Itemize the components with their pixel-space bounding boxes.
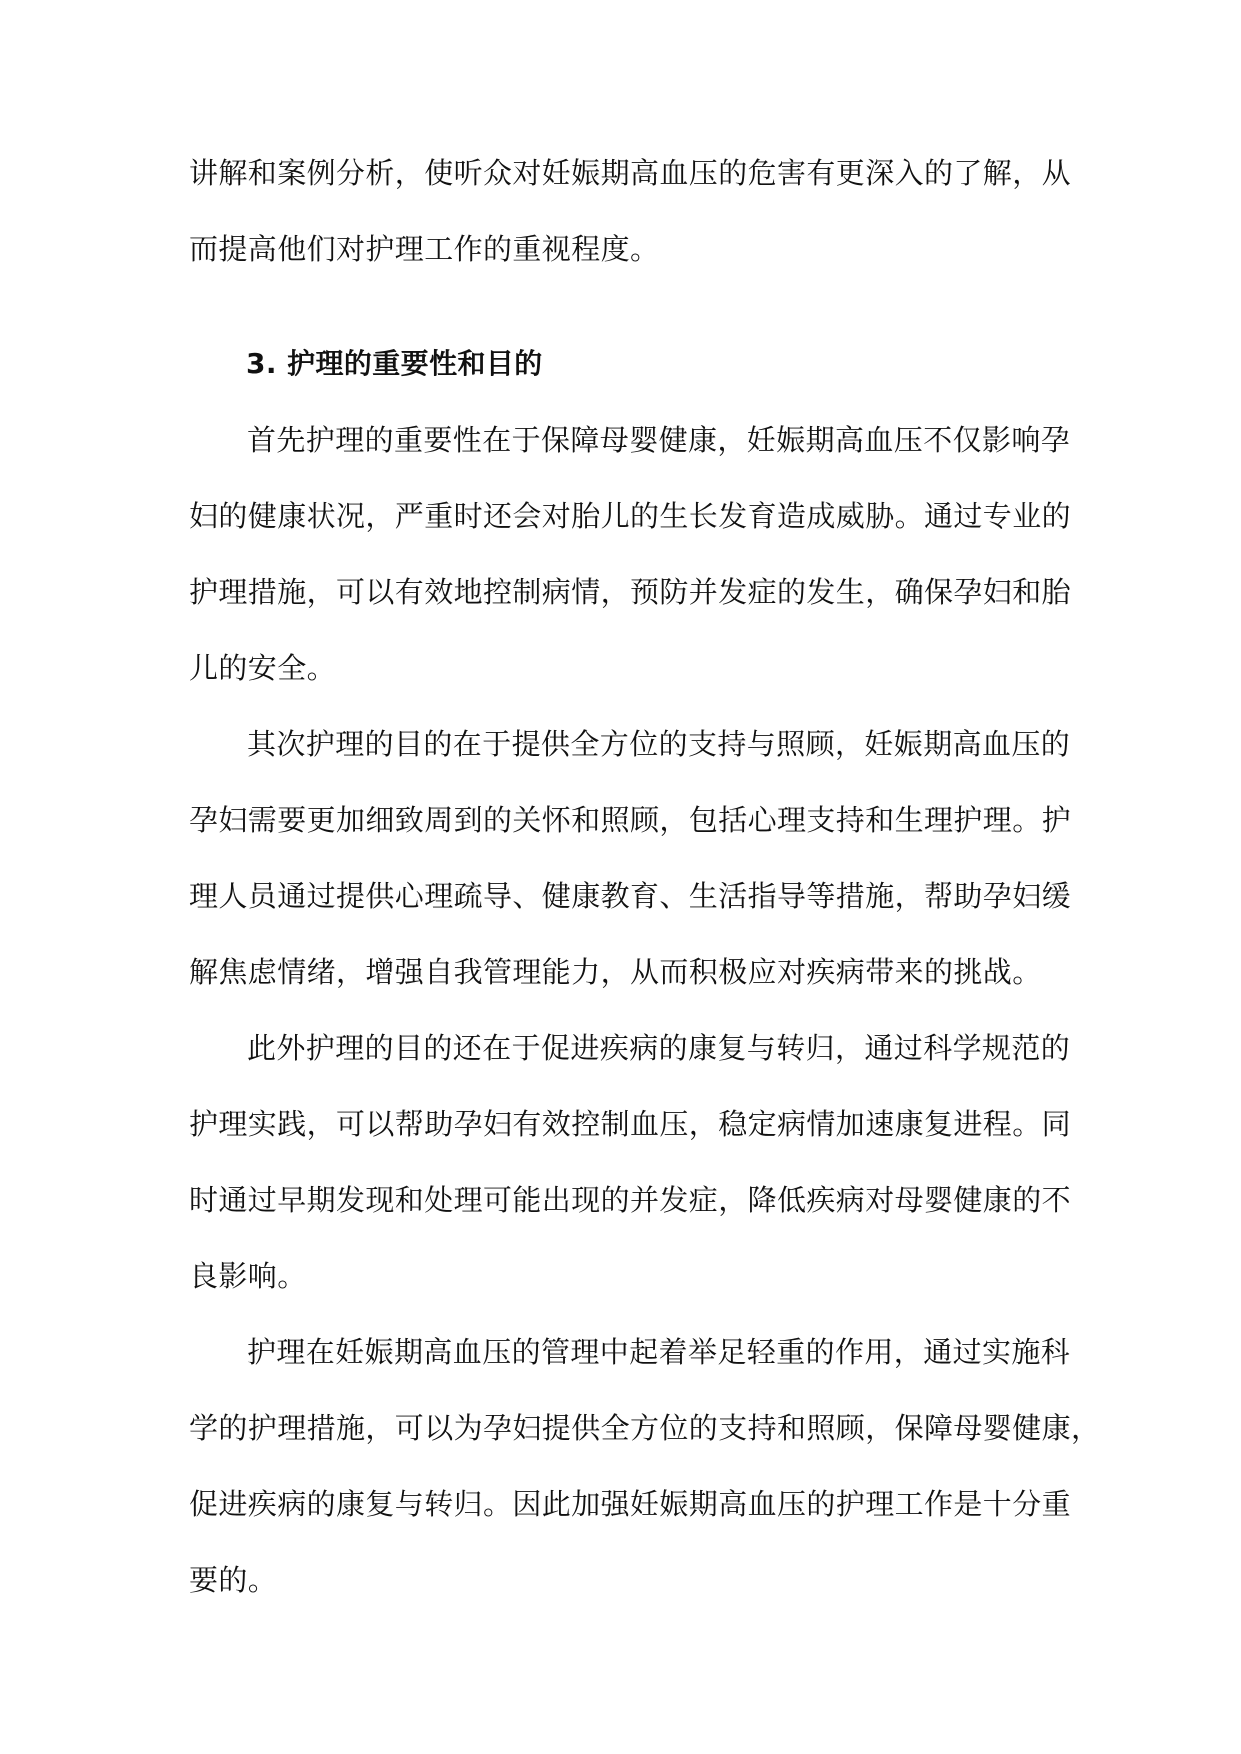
paragraph-4 xyxy=(189,1314,1101,1618)
paragraph-line: 促进疾病的康复与转归。因此加强妊娠期高血压的护理工作是十分重 xyxy=(189,1487,1072,1521)
paragraph-1 xyxy=(189,402,1072,706)
paragraph-line: 要的。 xyxy=(189,1563,278,1597)
paragraph-line: 孕妇需要更加细致周到的关怀和照顾，包括心理支持和生理护理。护 xyxy=(189,803,1072,837)
paragraph-line: 解焦虑情绪，增强自我管理能力，从而积极应对疾病带来的挑战。 xyxy=(189,955,1042,989)
paragraph-3 xyxy=(189,1010,1072,1314)
paragraph-line: 儿的安全。 xyxy=(189,651,337,685)
paragraph-line: 理人员通过提供心理疏导、健康教育、生活指导等措施，帮助孕妇缓 xyxy=(189,879,1072,913)
paragraph-line: 时通过早期发现和处理可能出现的并发症，降低疾病对母婴健康的不 xyxy=(189,1183,1072,1217)
paragraph-line: 首先护理的重要性在于保障母婴健康，妊娠期高血压不仅影响孕 xyxy=(247,423,1071,457)
paragraph-line: 良影响。 xyxy=(189,1259,307,1293)
intro-line-1: 讲解和案例分析，使听众对妊娠期高血压的危害有更深入的了解，从 xyxy=(189,156,1072,190)
intro-line-2: 而提高他们对护理工作的重视程度。 xyxy=(189,232,660,266)
section-heading: 3. 护理的重要性和目的 xyxy=(246,347,543,380)
paragraph-line: 此外护理的目的还在于促进疾病的康复与转归，通过科学规范的 xyxy=(247,1031,1071,1065)
paragraph-2 xyxy=(189,706,1072,1010)
paragraph-line: 学的护理措施，可以为孕妇提供全方位的支持和照顾，保障母婴健康， xyxy=(189,1411,1101,1445)
paragraph-line: 其次护理的目的在于提供全方位的支持与照顾，妊娠期高血压的 xyxy=(247,727,1071,761)
document-page xyxy=(189,135,1101,1618)
paragraph-line: 护理措施，可以有效地控制病情，预防并发症的发生，确保孕妇和胎 xyxy=(189,575,1072,609)
paragraph-line: 护理在妊娠期高血压的管理中起着举足轻重的作用，通过实施科 xyxy=(247,1335,1071,1369)
paragraph-line: 妇的健康状况，严重时还会对胎儿的生长发育造成威胁。通过专业的 xyxy=(189,499,1072,533)
paragraph-line: 护理实践，可以帮助孕妇有效控制血压，稳定病情加速康复进程。同 xyxy=(189,1107,1072,1141)
